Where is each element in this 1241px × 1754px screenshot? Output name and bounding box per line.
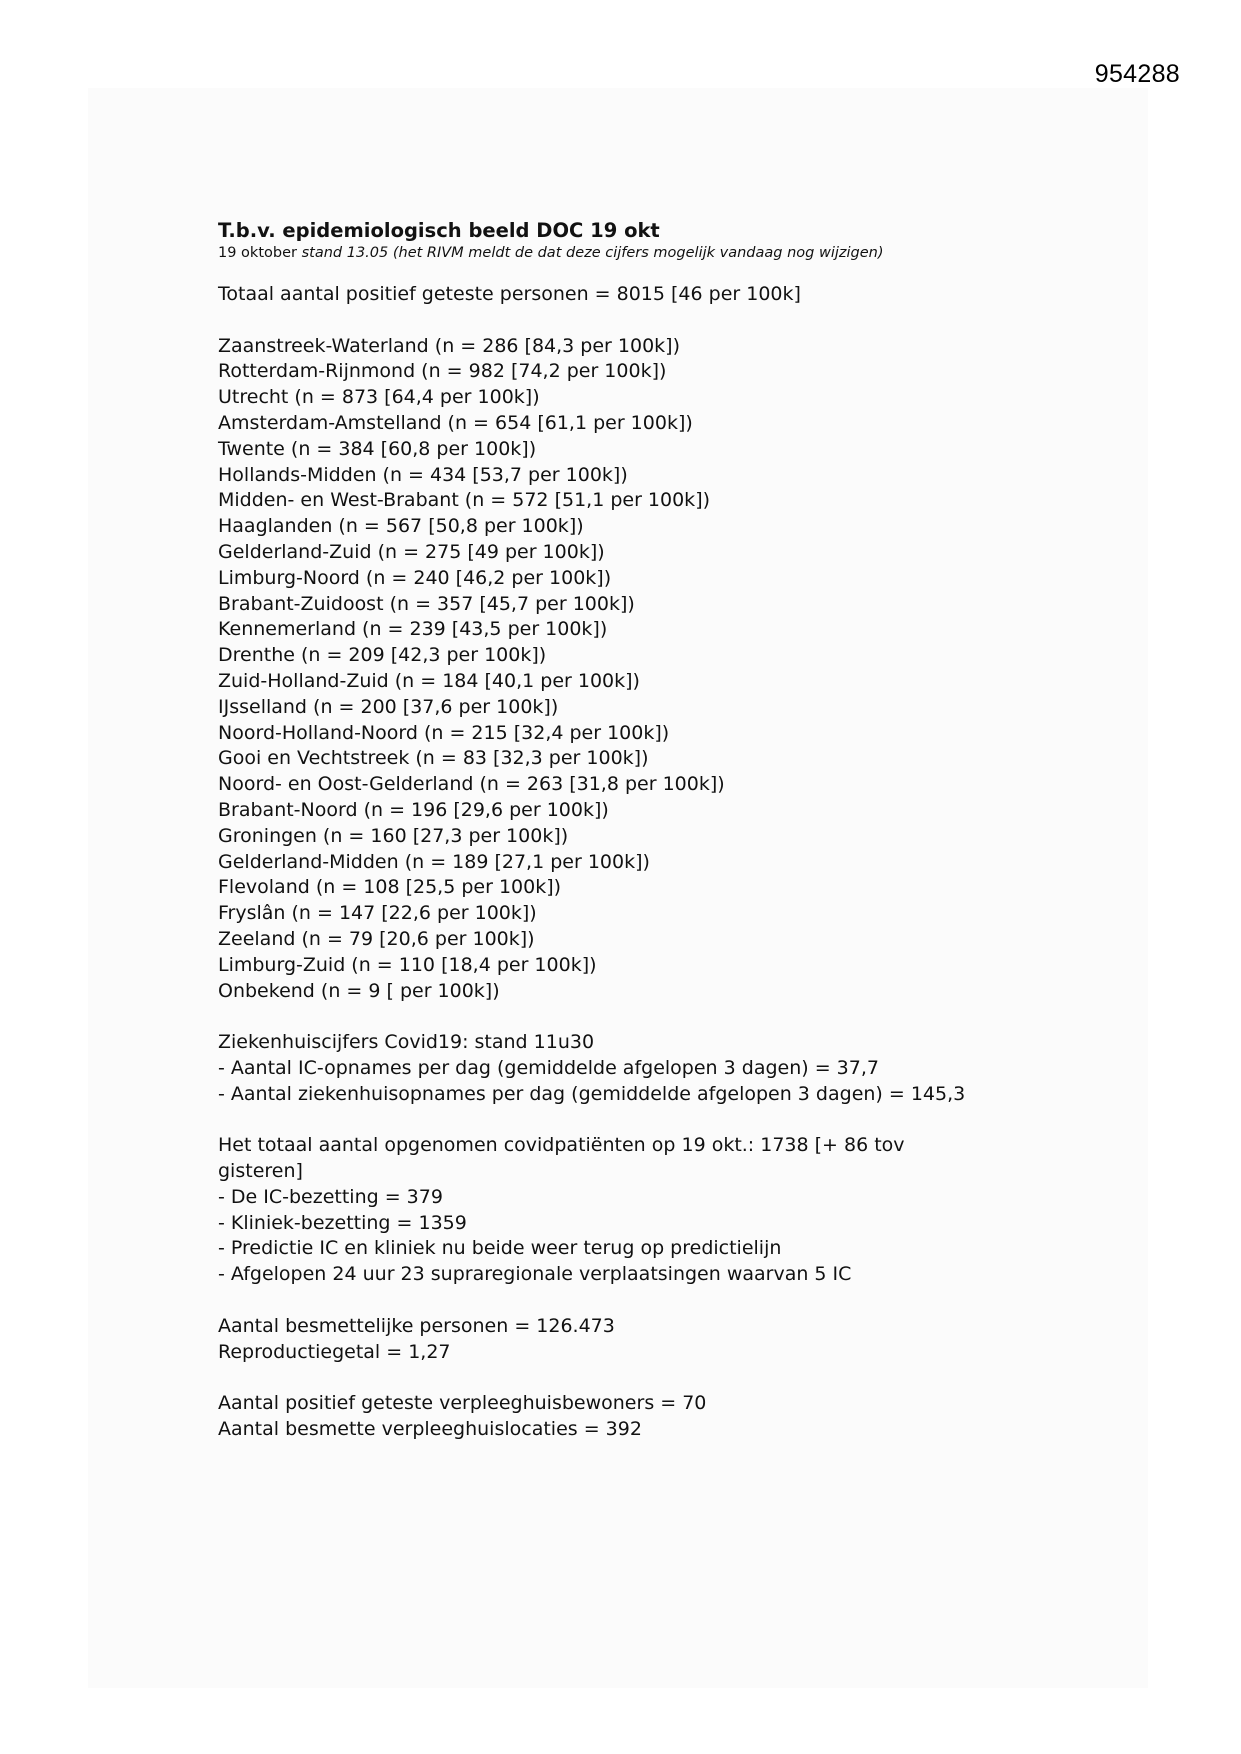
subtitle-note: stand 13.05 (het RIVM meldt de dat deze cijfers mogelijk vandaag nog wijzigen) xyxy=(301,245,884,261)
infectious-item: Aantal besmettelijke personen = 126.473 xyxy=(218,1314,615,1337)
region-item: Onbekend (n = 9 [ per 100k]) xyxy=(218,979,500,1002)
region-item: Utrecht (n = 873 [64,4 per 100k]) xyxy=(218,386,540,409)
region-item: Hollands-Midden (n = 434 [53,7 per 100k]) xyxy=(218,463,628,486)
region-item: Noord-Holland-Noord (n = 215 [32,4 per 100k]) xyxy=(218,721,670,744)
region-item: Rotterdam-Rijnmond (n = 982 [74,2 per 100k]) xyxy=(218,360,667,383)
admitted-heading: Het totaal aantal opgenomen covidpatiënten op 19 okt.: 1738 [+ 86 tov gisteren] xyxy=(218,1134,905,1183)
total-positive-line: Totaal aantal positief geteste personen = 8015 [46 per 100k] xyxy=(218,283,801,305)
hospital-section xyxy=(218,1030,1078,1107)
region-item: Brabant-Noord (n = 196 [29,6 per 100k]) xyxy=(218,798,609,821)
subtitle-date: 19 oktober xyxy=(218,245,297,261)
region-item: Midden- en West-Brabant (n = 572 [51,1 per 100k]) xyxy=(218,489,711,512)
hospital-heading: Ziekenhuiscijfers Covid19: stand 11u30 xyxy=(218,1031,595,1054)
region-item: Zeeland (n = 79 [20,6 per 100k]) xyxy=(218,927,535,950)
region-item: Noord- en Oost-Gelderland (n = 263 [31,8 per 100k]) xyxy=(218,773,725,796)
region-item: Twente (n = 384 [60,8 per 100k]) xyxy=(218,437,537,460)
region-item: Kennemerland (n = 239 [43,5 per 100k]) xyxy=(218,618,608,641)
region-item: Limburg-Zuid (n = 110 [18,4 per 100k]) xyxy=(218,953,597,976)
total-section xyxy=(218,282,1078,308)
reproduction-item: Reproductiegetal = 1,27 xyxy=(218,1340,451,1363)
regions-list xyxy=(218,334,1078,1005)
document-title: T.b.v. epidemiologisch beeld DOC 19 okt xyxy=(218,219,660,242)
region-item: Zuid-Holland-Zuid (n = 184 [40,1 per 100k]) xyxy=(218,669,640,692)
region-item: Groningen (n = 160 [27,3 per 100k]) xyxy=(218,824,569,847)
region-item: Drenthe (n = 209 [42,3 per 100k]) xyxy=(218,644,547,667)
region-item: Fryslân (n = 147 [22,6 per 100k]) xyxy=(218,902,537,925)
admitted-item: - Afgelopen 24 uur 23 supraregionale verplaatsingen waarvan 5 IC xyxy=(218,1263,852,1286)
region-item: Zaanstreek-Waterland (n = 286 [84,3 per 100k]) xyxy=(218,334,680,357)
region-item: Brabant-Zuidoost (n = 357 [45,7 per 100k]) xyxy=(218,592,635,615)
hospital-item: - Aantal ziekenhuisopnames per dag (gemiddelde afgelopen 3 dagen) = 145,3 xyxy=(218,1082,966,1105)
admitted-item: - Kliniek-bezetting = 1359 xyxy=(218,1211,467,1234)
region-item: Gelderland-Zuid (n = 275 [49 per 100k]) xyxy=(218,540,605,563)
region-item: Gooi en Vechtstreek (n = 83 [32,3 per 100k]) xyxy=(218,747,649,770)
document-subtitle xyxy=(218,244,1078,262)
document-id: 954288 xyxy=(1094,60,1180,88)
admitted-section xyxy=(218,1133,1078,1288)
document-body xyxy=(218,218,1078,1469)
region-item: Gelderland-Midden (n = 189 [27,1 per 100k]) xyxy=(218,850,650,873)
nursing-home-item: Aantal positief geteste verpleeghuisbewoners = 70 xyxy=(218,1392,707,1415)
admitted-item: - De IC-bezetting = 379 xyxy=(218,1185,443,1208)
region-item: Haaglanden (n = 567 [50,8 per 100k]) xyxy=(218,515,584,538)
infectious-section xyxy=(218,1314,1078,1366)
region-item: Limburg-Noord (n = 240 [46,2 per 100k]) xyxy=(218,566,612,589)
hospital-item: - Aantal IC-opnames per dag (gemiddelde afgelopen 3 dagen) = 37,7 xyxy=(218,1056,879,1079)
region-item: Flevoland (n = 108 [25,5 per 100k]) xyxy=(218,876,562,899)
region-item: Amsterdam-Amstelland (n = 654 [61,1 per 100k]) xyxy=(218,411,693,434)
admitted-item: - Predictie IC en kliniek nu beide weer terug op predictielijn xyxy=(218,1237,782,1260)
region-item: IJsselland (n = 200 [37,6 per 100k]) xyxy=(218,695,559,718)
nursing-home-item: Aantal besmette verpleeghuislocaties = 392 xyxy=(218,1418,642,1441)
nursing-home-section xyxy=(218,1391,1078,1443)
